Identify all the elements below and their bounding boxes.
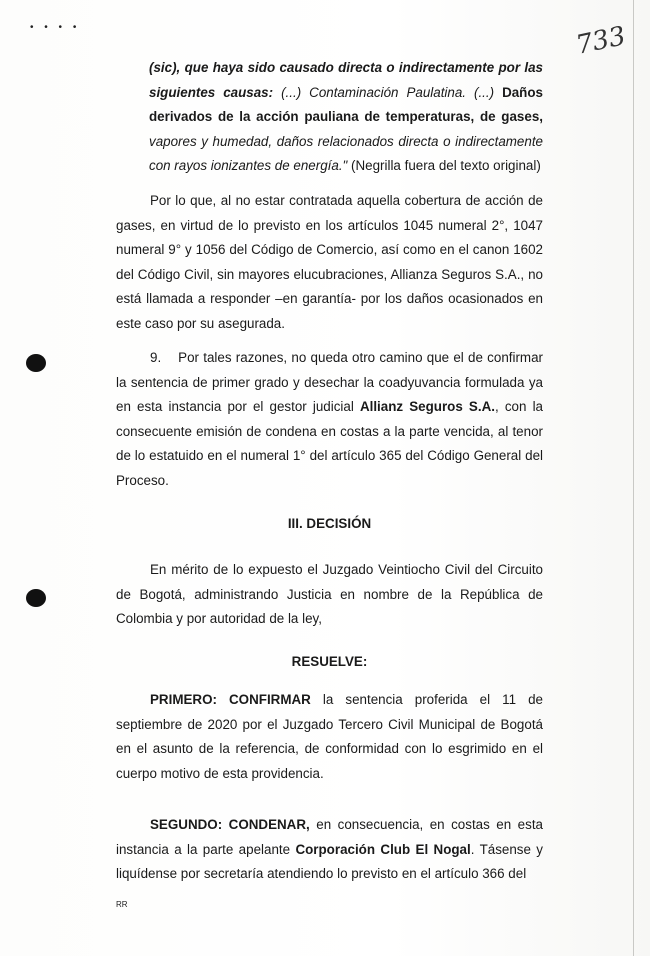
paragraph-gases — [116, 189, 543, 336]
page-edge — [633, 0, 634, 956]
quote-segment: vapores y humedad, daños relacionados directa o indirectamente con rayos ionizantes de energía." — [149, 133, 543, 173]
resolution-label: SEGUNDO: CONDENAR, — [150, 817, 310, 832]
quote-segment: Daños derivados de la acción pauliana de temperaturas, de gases, — [149, 84, 543, 124]
party-name: Corporación Club El Nogal — [295, 841, 471, 857]
segundo-resolution — [116, 813, 543, 887]
paragraph-text: Por lo que, al no estar contratada aquella cobertura de acción de gases, en virtud de lo previsto en los artículos 1045 numeral 2°, 1047 numeral 9° y 1056 del Código de Comercio, así como en el canon 1602 del Código Civil, sin mayores elucubraciones, Allianza Seguros S.A., no está llamada a responder –en garantía- por los daños ocasionados en este caso por su asegurada. — [116, 193, 543, 331]
resuelve-heading: RESUELVE: — [291, 654, 368, 669]
resolution-label: PRIMERO: CONFIRMAR — [150, 692, 311, 707]
paragraph-number: 9. — [150, 350, 162, 365]
paragraph-text: Por tales razones, no queda otro camino que el de confirmar la sentencia de primer grado y desechar la coadyuvancia formulada ya en esta instancia por el gestor judicial — [116, 350, 543, 414]
decision-heading: III. DECISIÓN — [287, 516, 372, 531]
paragraph-9 — [116, 346, 543, 493]
primero-resolution — [116, 688, 543, 786]
merit-paragraph — [116, 558, 543, 632]
quoted-clause — [149, 56, 543, 179]
corner-marks: • • • • — [30, 22, 81, 33]
quote-segment: (sic), que haya sido causado directa o indirectamente por las siguientes causas: — [149, 60, 543, 100]
paragraph-text: En mérito de lo expuesto el Juzgado Veintiocho Civil del Circuito de Bogotá, administrando Justicia en nombre de la República de Colombia y por autoridad de la ley, — [116, 562, 543, 626]
quote-segment: (...) Contaminación Paulatina. (...) — [281, 84, 503, 100]
insurer-name: Allianz Seguros S.A. — [359, 399, 495, 414]
punch-hole-icon — [26, 589, 46, 607]
quote-segment: (Negrilla fuera del texto original) — [347, 158, 541, 173]
resolution-text: en consecuencia, en costas en esta instancia a la parte apelante — [116, 817, 543, 857]
handwritten-page-number: 733 — [573, 21, 629, 61]
paragraph-text: , con la consecuente emisión de condena en costas a la parte vencida, al tenor de lo estatuido en el numeral 1° del artículo 365 del Código General del Proceso. — [116, 399, 543, 488]
footer-initials: RR — [116, 900, 128, 909]
resolution-text: la sentencia proferida el 11 de septiembre de 2020 por el Juzgado Tercero Civil Municipal de Bogotá en el asunto de la referencia, de conformidad con lo esgrimido en el cuerpo motivo de esta providencia. — [116, 692, 543, 781]
resolution-text: . Tásense y liquídense por secretaría atendiendo lo previsto en el artículo 366 del — [116, 841, 543, 881]
punch-hole-icon — [26, 354, 46, 372]
